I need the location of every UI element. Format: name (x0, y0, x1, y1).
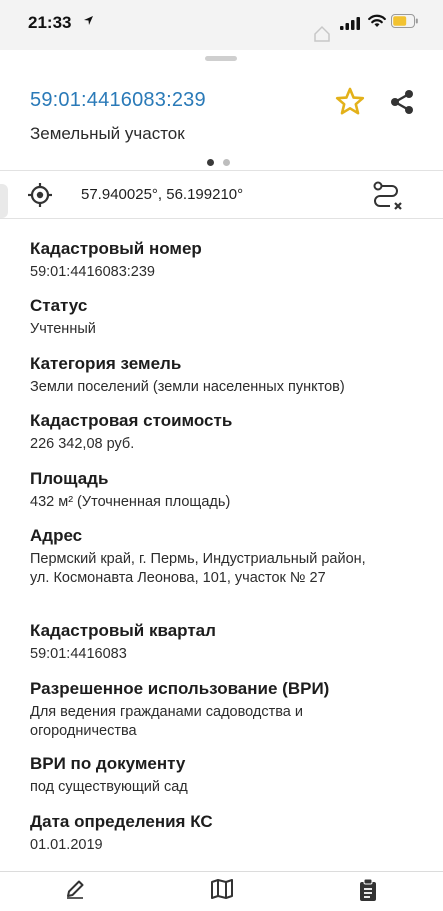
field-value: под существующий сад (30, 779, 188, 795)
field-value: 432 м² (Уточненная площадь) (30, 494, 231, 510)
field-permitted-use (30, 678, 360, 741)
field-land-category (30, 353, 420, 397)
page-dot[interactable] (223, 159, 230, 166)
object-type-label: Земельный участок (30, 124, 185, 143)
field-value: Земли поселений (земли населенных пунктов) (30, 379, 345, 395)
field-label: Кадастровый номер (30, 239, 202, 258)
field-label: Разрешенное использование (ВРИ) (30, 679, 330, 698)
field-valuation-date (30, 811, 420, 855)
status-bar (0, 0, 443, 50)
cadastral-number-title[interactable]: 59:01:4416083:239 (30, 89, 206, 111)
field-cadastral-value (30, 410, 420, 454)
field-value: 01.01.2019 (30, 837, 103, 853)
field-value: Учтенный (30, 321, 96, 337)
sheet-grabber[interactable] (205, 56, 237, 61)
field-label: Кадастровый квартал (30, 621, 216, 640)
field-value: 59:01:4416083:239 (30, 264, 155, 280)
side-handle[interactable] (0, 184, 8, 218)
field-value: Пермский край, г. Пермь, Индустриальный район, ул. Космонавта Леонова, 101, участок № 27 (30, 551, 366, 586)
edit-button[interactable] (35, 878, 115, 911)
field-label: Площадь (30, 469, 109, 488)
field-label: Кадастровая стоимость (30, 411, 233, 430)
field-status (30, 295, 420, 339)
field-label: Дата определения КС (30, 812, 213, 831)
route-icon[interactable] (370, 179, 404, 213)
field-value: 59:01:4416083 (30, 646, 127, 662)
map-button[interactable] (182, 878, 262, 911)
details-sheet (0, 50, 443, 910)
location-arrow-icon (83, 15, 94, 26)
share-icon[interactable] (387, 87, 417, 117)
map-icon (210, 878, 234, 900)
page-dot-active[interactable] (207, 159, 214, 166)
battery-icon (391, 14, 419, 29)
coordinates-row (0, 170, 443, 218)
coordinates-text[interactable]: 57.940025°, 56.199210° (81, 186, 244, 203)
field-permitted-use-doc (30, 753, 420, 797)
field-cadastral-block (30, 620, 420, 664)
wifi-icon (367, 14, 387, 29)
divider (0, 218, 443, 219)
cellular-signal-icon (340, 17, 360, 30)
page-indicator[interactable] (207, 153, 239, 171)
watermark-home-icon (313, 25, 331, 43)
divider (0, 170, 443, 171)
status-time: 21:33 (28, 13, 72, 32)
field-label: ВРИ по документу (30, 754, 186, 773)
field-value: 226 342,08 руб. (30, 436, 135, 452)
clipboard-icon (357, 878, 379, 902)
pencil-icon (64, 878, 86, 900)
report-button[interactable] (328, 878, 408, 911)
field-address (30, 525, 380, 588)
target-icon[interactable] (27, 182, 53, 208)
field-label: Адрес (30, 526, 83, 545)
field-label: Статус (30, 296, 88, 315)
field-area (30, 468, 420, 512)
field-cadastral-number (30, 238, 420, 282)
bottom-toolbar (0, 871, 443, 911)
field-value: Для ведения гражданами садоводства и огородничества (30, 704, 303, 739)
star-icon[interactable] (334, 86, 366, 118)
field-label: Категория земель (30, 354, 182, 373)
